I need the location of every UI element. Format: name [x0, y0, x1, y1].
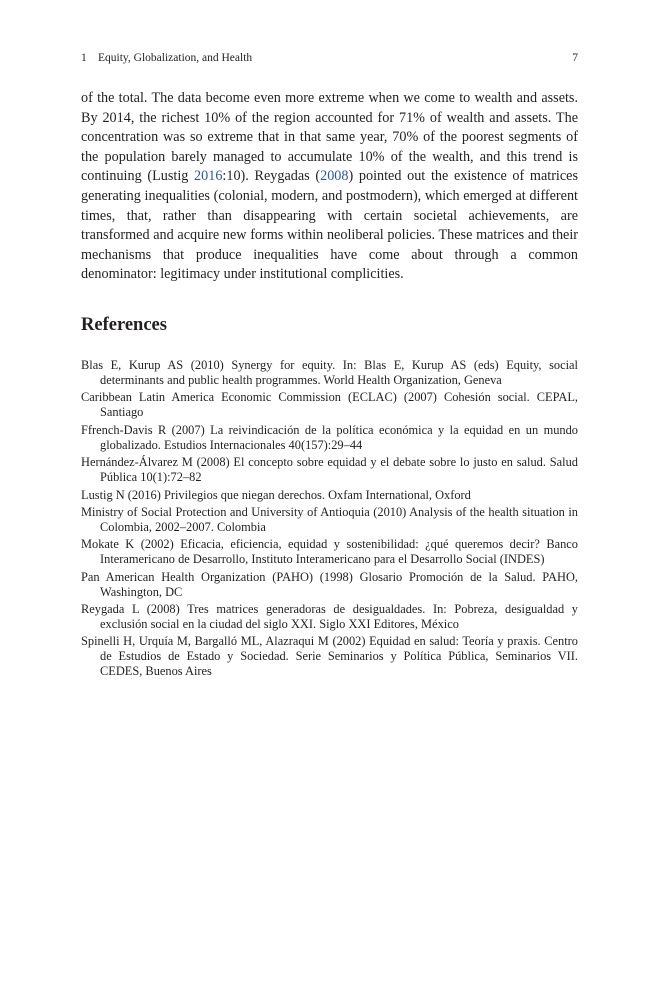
chapter-number: 1	[81, 52, 87, 64]
reference-item: Caribbean Latin America Economic Commission (ECLAC) (2007) Cohesión social. CEPAL, Santiago	[81, 390, 578, 420]
citation-link-lustig-2016[interactable]: 2016	[194, 168, 223, 185]
reference-item: Blas E, Kurup AS (2010) Synergy for equity. In: Blas E, Kurup AS (eds) Equity, social determinants and public health programmes. World Health Organization, Geneva	[81, 358, 578, 388]
references-heading: References	[81, 315, 167, 335]
reference-item: Pan American Health Organization (PAHO) (1998) Glosario Promoción de la Salud. PAHO, Washington, DC	[81, 569, 578, 599]
body-text: ) pointed out the existence of matrices generating inequalities (colonial, modern, and postmodern), which emerged at different times, that, rather than disappearing with certain societal achievements, are transformed and acquire new forms within neoliberal policies. These matrices and their mechanisms that produce inequalities have come about through a common denominator: legitimacy under institutional complicities.	[81, 168, 578, 283]
reference-list	[81, 358, 578, 682]
reference-item: Lustig N (2016) Privilegios que niegan derechos. Oxfam International, Oxford	[81, 487, 471, 502]
body-paragraph	[81, 89, 578, 285]
reference-item: Ffrench-Davis R (2007) La reivindicación de la política económica y la equidad en un mundo globalizado. Estudios Internacionales 40(157):29–44	[81, 422, 578, 452]
reference-item: Spinelli H, Urquía M, Bargalló ML, Alazraqui M (2002) Equidad en salud: Teoría y praxis. Centro de Estudios de Estado y Sociedad. Serie Seminarios y Política Pública, Seminarios VII. CEDES, Buenos Aires	[81, 634, 578, 679]
citation-link-reygadas-2008[interactable]: 2008	[320, 168, 349, 185]
reference-item: Ministry of Social Protection and University of Antioquia (2010) Analysis of the health situation in Colombia, 2002–2007. Colombia	[81, 504, 578, 534]
page-number: 7	[572, 52, 578, 64]
reference-item: Mokate K (2002) Eficacia, eficiencia, equidad y sostenibilidad: ¿qué queremos decir? Banco Interamericano de Desarrollo, Instituto Interamericano para el Desarrollo Social (INDES)	[81, 537, 578, 567]
body-text: of the total. The data become even more extreme when we come to wealth and assets. By 2014, the richest 10% of the region accounted for 71% of wealth and assets. The concentration was so extreme that in that same year, 70% of the poorest segments of the population barely managed to accumulate 10% of the wealth, and this trend is continuing (Lustig	[81, 90, 578, 185]
chapter-title: Equity, Globalization, and Health	[98, 52, 253, 64]
running-header	[81, 50, 578, 66]
reference-item: Reygada L (2008) Tres matrices generadoras de desigualdades. In: Pobreza, desigualdad y exclusión social en la ciudad del siglo XXI. Siglo XXI Editores, México	[81, 601, 578, 631]
body-text: :10). Reygadas (	[222, 168, 321, 185]
reference-item: Hernández-Álvarez M (2008) El concepto sobre equidad y el debate sobre lo justo en salud. Salud Pública 10(1):72–82	[81, 455, 578, 485]
